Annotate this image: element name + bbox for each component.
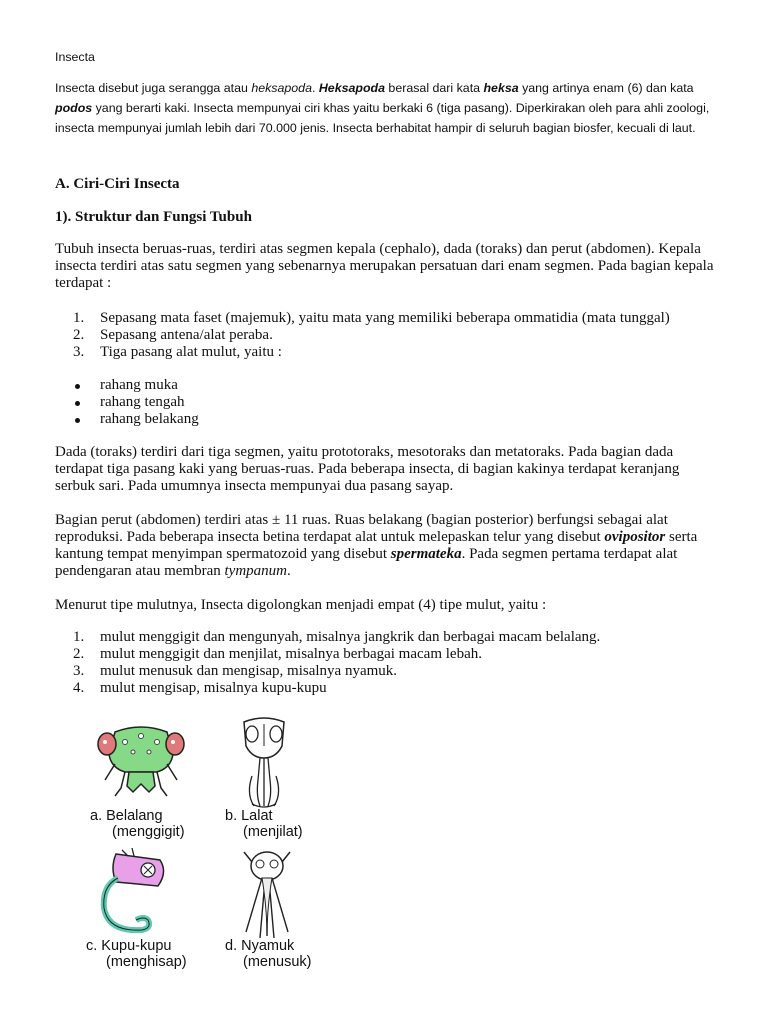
- list-item: 1. mulut menggigit dan mengunyah, misalnya jangkrik dan berbagai macam belalang.: [73, 629, 601, 645]
- lalat-head-illustration: [236, 716, 292, 810]
- section-heading-a: A. Ciri-Ciri Insecta: [55, 176, 180, 192]
- list-item: 3. Tiga pasang alat mulut, yaitu :: [73, 344, 282, 360]
- list-item: 2. Sepasang antena/alat peraba.: [73, 327, 273, 343]
- paragraph-perut: Bagian perut (abdomen) terdiri atas ± 11 ruas. Ruas belakang (bagian posterior) berfungsi sebagai alat reproduksi. Pada beberapa insecta betina terdapat alat untuk melepaskan telur yang disebut ovipositor serta kantung tempat menyimpan spermatozoid yang disebut spermateka. Pada segmen pertama terdapat alat pendengaran atau membran tympanum.: [55, 512, 698, 579]
- doc-title: Insecta: [55, 50, 95, 64]
- list-item: rahang muka: [55, 377, 715, 394]
- list-item: rahang tengah: [55, 394, 715, 411]
- kepala-list: [55, 310, 715, 361]
- paragraph-tipe-mulut: Menurut tipe mulutnya, Insecta digolongkan menjadi empat (4) tipe mulut, yaitu :: [55, 597, 547, 613]
- bullet-icon: [75, 384, 80, 389]
- list-item: rahang belakang: [55, 411, 715, 428]
- list-item: 1. Sepasang mata faset (majemuk), yaitu mata yang memiliki beberapa ommatidia (mata tunggal): [73, 310, 670, 326]
- caption-kupu-kupu: c. Kupu-kupu (menghisap): [86, 938, 187, 970]
- bullet-icon: [75, 401, 80, 406]
- nyamuk-head-illustration: [236, 848, 298, 940]
- caption-belalang: a. Belalang (menggigit): [90, 808, 185, 840]
- list-item: 3. mulut menusuk dan mengisap, misalnya nyamuk.: [73, 663, 398, 679]
- kupu-kupu-head-illustration: [98, 846, 172, 936]
- list-item: 2. mulut menggigit dan menjilat, misalnya berbagai macam lebah.: [73, 646, 482, 662]
- paragraph-dada: Dada (toraks) terdiri dari tiga segmen, yaitu prototoraks, mesotoraks dan metatoraks. Pada bagian dada terdapat tiga pasang kaki yang beruas-ruas. Pada beberapa insecta, di bagian kakinya terdapat keranjang serbuk sari. Pada umumnya insecta mempunyai dua pasang sayap.: [55, 444, 680, 494]
- list-item: 4. mulut mengisap, misalnya kupu-kupu: [73, 680, 327, 696]
- tipe-mulut-list: [55, 629, 715, 697]
- paragraph-tubuh: Tubuh insecta beruas-ruas, terdiri atas segmen kepala (cephalo), dada (toraks) dan perut (abdomen). Kepala insecta terdiri atas satu segmen yang sebenarnya merupakan persatuan dari enam segmen. Pada bagian kepala terdapat :: [55, 241, 714, 291]
- belalang-head-illustration: [95, 720, 187, 802]
- intro-paragraph: Insecta disebut juga serangga atau heksapoda. Heksapoda berasal dari kata heksa yang artinya enam (6) dan kata podos yang berarti kaki. Insecta mempunyai ciri khas yaitu berkaki 6 (tiga pasang). Diperkirakan oleh para ahli zoologi, insecta mempunyai jumlah lebih dari 70.000 jenis. Insecta berhabitat hampir di seluruh bagian biosfer, kecuali di laut.: [55, 81, 710, 135]
- caption-nyamuk: d. Nyamuk (menusuk): [225, 938, 312, 970]
- bullet-icon: [75, 418, 80, 423]
- section-heading-1: 1). Struktur dan Fungsi Tubuh: [55, 209, 252, 225]
- mulut-bullet-list: [55, 377, 715, 428]
- caption-lalat: b. Lalat (menjilat): [225, 808, 303, 840]
